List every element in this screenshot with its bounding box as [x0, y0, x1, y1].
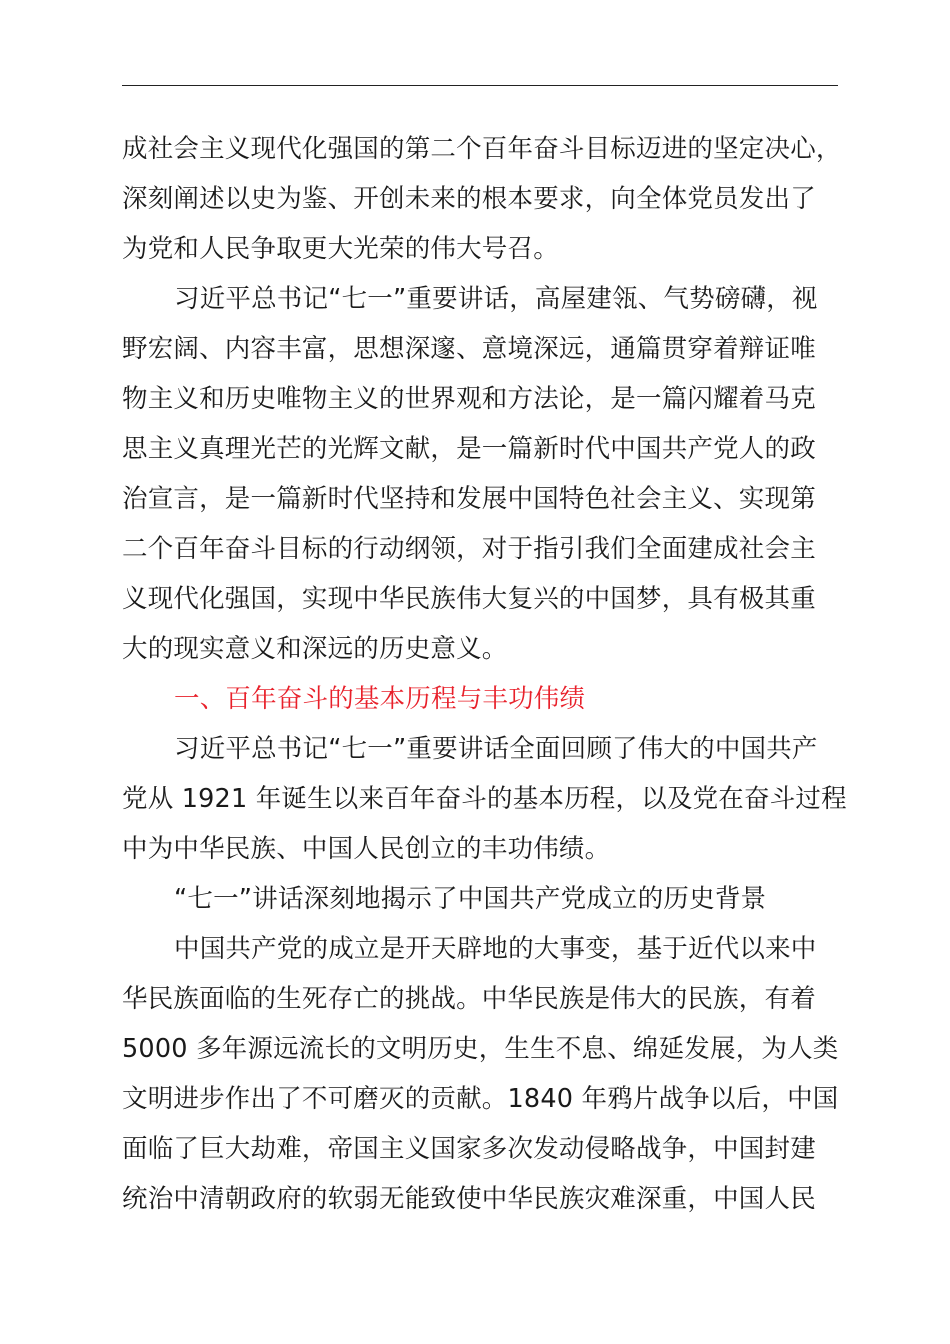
text-line: 治宣言，是一篇新时代坚持和发展中国特色社会主义、实现第 — [122, 484, 816, 514]
document-body — [122, 124, 847, 1224]
text-line: 党从 1921 年诞生以来百年奋斗的基本历程，以及党在奋斗过程 — [122, 784, 847, 814]
paragraph-2 — [122, 274, 842, 674]
text-line: “七一”讲话深刻地揭示了中国共产党成立的历史背景 — [174, 884, 767, 914]
text-line: 深刻阐述以史为鉴、开创未来的根本要求，向全体党员发出了 — [122, 184, 816, 214]
text-line: 物主义和历史唯物主义的世界观和方法论，是一篇闪耀着马克 — [122, 384, 816, 414]
text-line: 野宏阔、内容丰富，思想深邃、意境深远，通篇贯穿着辩证唯 — [122, 334, 816, 364]
text-line: 中为中华民族、中国人民创立的丰功伟绩。 — [122, 834, 611, 864]
text-line: 华民族面临的生死存亡的挑战。中华民族是伟大的民族，有着 — [122, 984, 816, 1014]
text-line: 5000 多年源远流长的文明历史，生生不息、绵延发展，为人类 — [122, 1034, 839, 1064]
text-line: 成社会主义现代化强国的第二个百年奋斗目标迈进的坚定决心， — [122, 134, 842, 164]
text-line: 统治中清朝政府的软弱无能致使中华民族灾难深重，中国人民 — [122, 1184, 816, 1214]
text-line: 中国共产党的成立是开天辟地的大事变，基于近代以来中 — [174, 934, 817, 964]
section-heading-text: 一、百年奋斗的基本历程与丰功伟绩 — [174, 684, 586, 714]
text-line: 习近平总书记“七一”重要讲话，高屋建瓴、气势磅礴，视 — [174, 284, 818, 314]
text-line: 文明进步作出了不可磨灭的贡献。1840 年鸦片战争以后，中国 — [122, 1084, 839, 1114]
text-line: 二个百年奋斗目标的行动纲领，对于指引我们全面建成社会主 — [122, 534, 816, 564]
text-line: 大的现实意义和深远的历史意义。 — [122, 634, 508, 664]
text-line: 思主义真理光芒的光辉文献，是一篇新时代中国共产党人的政 — [122, 434, 816, 464]
text-line: 为党和人民争取更大光荣的伟大号召。 — [122, 234, 559, 264]
paragraph-5 — [122, 924, 842, 1224]
paragraph-1 — [122, 124, 842, 274]
text-line: 义现代化强国，实现中华民族伟大复兴的中国梦，具有极其重 — [122, 584, 816, 614]
section-heading — [122, 674, 842, 724]
header-rule — [122, 85, 838, 86]
paragraph-3 — [122, 724, 847, 874]
text-line: 面临了巨大劫难，帝国主义国家多次发动侵略战争，中国封建 — [122, 1134, 816, 1164]
paragraph-4 — [122, 874, 842, 924]
text-line: 习近平总书记“七一”重要讲话全面回顾了伟大的中国共产 — [174, 734, 818, 764]
